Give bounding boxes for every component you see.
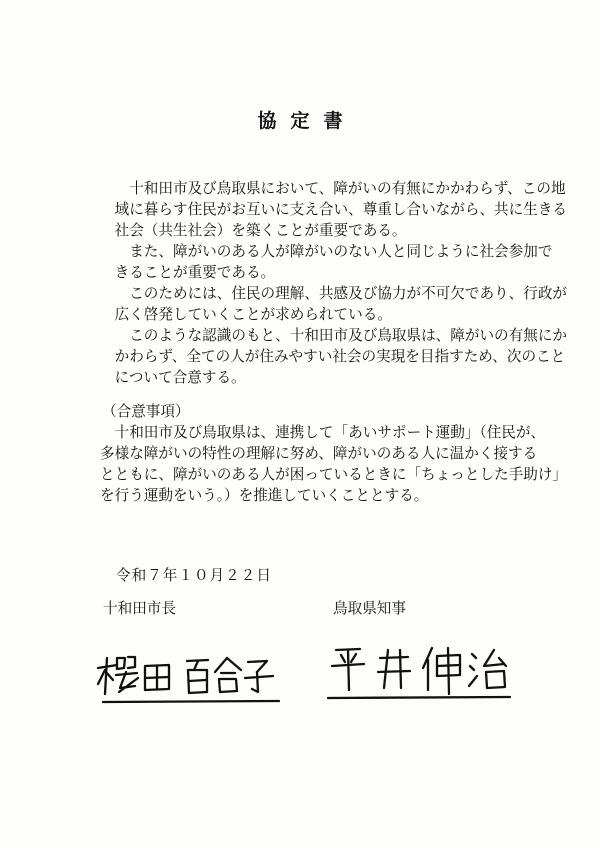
paragraph-line: 社会（共生社会）を築くことが重要である。	[114, 222, 407, 239]
paragraph-line: 十和田市及び鳥取県において、障がいの有無にかかわらず、この地	[129, 180, 566, 197]
paragraph-line: きることが重要である。	[114, 264, 276, 281]
handwritten-signature-left	[95, 648, 285, 708]
signatory-title-tottori: 鳥取県知事	[333, 600, 406, 617]
paragraph-line: 広く啓発していくことが求められている。	[114, 306, 392, 323]
agreement-line: とともに、障がいのある人が困っているときに「ちょっとした手助け」	[100, 466, 568, 483]
agreement-date: 令和７年１０月２２日	[116, 567, 272, 584]
paragraph-4	[100, 325, 568, 388]
document-title: 協定書	[257, 110, 357, 132]
paragraph-line: このためには、住民の理解、共感及び協力が不可欠であり、行政が	[129, 285, 568, 302]
paragraph-line: について合意する。	[114, 369, 246, 386]
agreement-heading: （合意事項）	[102, 403, 190, 420]
agreement-line: 多様な障がいの特性の理解に努め、障がいのある人に温かく接する	[100, 445, 538, 462]
paragraph-line: このような認識のもと、十和田市及び鳥取県は、障がいの有無にか	[129, 327, 568, 344]
agreement-line: 十和田市及び鳥取県は、連携して「あいサポート運動」（住民が、	[114, 424, 546, 441]
signatory-title-towada: 十和田市長	[103, 600, 176, 617]
paragraph-3	[100, 283, 568, 325]
handwritten-signature-right	[322, 640, 517, 706]
agreement-line: を行う運動をいう。）を推進していくこととする。	[100, 487, 429, 504]
agreement-body	[100, 422, 568, 506]
paragraph-line: また、障がいのある人が障がいのない人と同じように社会参加で	[129, 243, 553, 260]
paragraph-1	[100, 178, 568, 241]
paragraph-2	[100, 241, 553, 283]
paragraph-line: かわらず、全ての人が住みやすい社会の実現を目指すため、次のこと	[114, 348, 566, 365]
preamble	[100, 178, 568, 388]
paragraph-line: 域に暮らす住民がお互いに支え合い、尊重し合いながら、共に生きる	[114, 201, 568, 218]
